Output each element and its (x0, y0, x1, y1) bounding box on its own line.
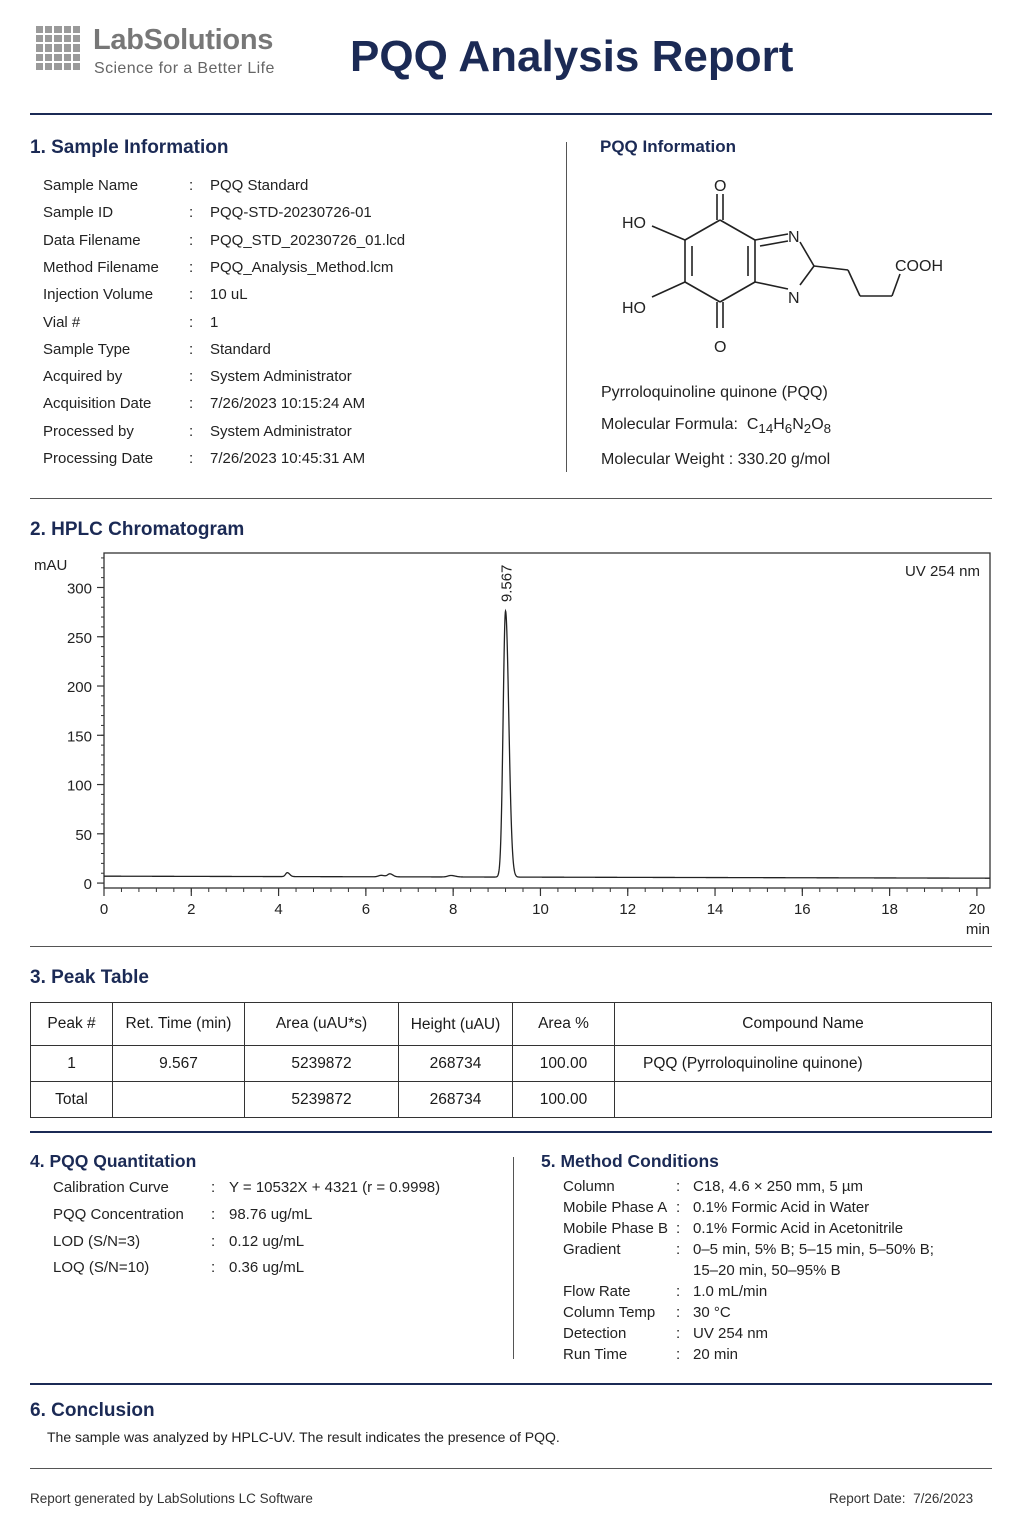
method-heading: 5. Method Conditions (541, 1151, 719, 1171)
cell-area: 5239872 (245, 1046, 399, 1082)
detector-annotation: UV 254 nm (904, 563, 980, 580)
kv-colon: : (676, 1346, 681, 1363)
kv-label: LOQ (S/N=10) (53, 1259, 150, 1277)
section-rule (30, 946, 992, 947)
kv-label: Calibration Curve (53, 1179, 169, 1196)
cell-peak: 1 (31, 1046, 113, 1082)
section-rule (30, 498, 992, 499)
kv-label: Mobile Phase B (563, 1220, 669, 1237)
col-area: Area (uAU*s) (245, 1003, 399, 1046)
footer-generated: Report generated by LabSolutions LC Software (30, 1491, 313, 1506)
section-divider (566, 142, 567, 472)
cell-total-label: Total (31, 1082, 113, 1118)
kv-value: PQQ_STD_20230726_01.lcd (210, 231, 406, 249)
kv-label: Injection Volume (43, 286, 154, 304)
kv-colon: : (676, 1304, 681, 1321)
kv-value: PQQ-STD-20230726-01 (210, 204, 372, 222)
compound-name: Pyrroloquinoline quinone (PQQ) (601, 384, 828, 401)
header-rule (30, 113, 992, 115)
kv-value: System Administrator (210, 368, 352, 386)
report-date-value: 7/26/2023 (913, 1491, 974, 1506)
kv-label: Processing Date (43, 450, 154, 467)
kv-colon: : (189, 368, 194, 386)
kv-value: 98.76 ug/mL (229, 1205, 313, 1223)
cell-ret-time: 9.567 (113, 1046, 245, 1082)
kv-value: 7/26/2023 10:45:31 AM (210, 450, 366, 467)
kv-label: Method Filename (43, 258, 159, 276)
o-top-label: O (714, 178, 727, 195)
kv-value: PQQ Standard (210, 177, 309, 194)
molecular-formula (601, 416, 831, 436)
kv-colon: : (676, 1178, 681, 1195)
x-tick-label: 14 (706, 901, 724, 918)
peak-table (30, 1002, 992, 1118)
x-tick-label: 16 (793, 901, 811, 918)
table-header-row (31, 1003, 992, 1046)
x-tick-label: 2 (187, 901, 196, 918)
col-ret-time: Ret. Time (min) (113, 1003, 245, 1046)
x-tick-label: 8 (448, 901, 458, 918)
y-tick-label: 0 (83, 876, 92, 894)
y-tick-label: 150 (66, 728, 92, 746)
kv-label: Column (563, 1178, 615, 1195)
y-tick-label: 250 (66, 629, 92, 647)
kv-value: 1.0 mL/min (693, 1283, 768, 1300)
kv-label: Sample Name (43, 177, 139, 194)
x-axis-label: min (965, 921, 990, 938)
col-compound: Compound Name (615, 1003, 992, 1046)
kv-label: Processed by (43, 422, 134, 440)
conclusion-text: The sample was analyzed by HPLC-UV. The result indicates the presence of PQQ. (47, 1429, 560, 1445)
kv-colon: : (676, 1325, 681, 1342)
report-date-label: Report Date: (829, 1491, 906, 1506)
x-tick-label: 10 (532, 901, 549, 918)
report-title: PQQ Analysis Report (350, 32, 794, 81)
kv-label: Column Temp (563, 1304, 656, 1321)
kv-label: Flow Rate (563, 1283, 631, 1300)
table-total-row (31, 1082, 992, 1118)
x-tick-label: 4 (274, 901, 283, 918)
kv-label: Sample Type (43, 340, 131, 358)
kv-label: Sample ID (43, 204, 114, 222)
kv-value: 30 °C (693, 1304, 731, 1321)
kv-label: Acquisition Date (43, 395, 152, 413)
cell-compound: PQQ (Pyrroloquinoline quinone) (615, 1046, 992, 1082)
formula-value: $C_{14}H_6N_2O_8$ (746, 416, 832, 437)
y-tick-label: 50 (75, 826, 92, 844)
cell-area: 5239872 (245, 1082, 399, 1118)
kv-colon: : (189, 313, 194, 331)
logo-grid-icon (36, 26, 80, 70)
sample-info-heading: 1. Sample Information (30, 137, 229, 158)
footer-report-date (829, 1491, 973, 1506)
y-axis-label: mAU (34, 557, 68, 574)
cooh-label: COOH (895, 258, 943, 275)
kv-colon: : (189, 422, 194, 440)
quantitation-heading: 4. PQQ Quantitation (30, 1151, 197, 1171)
section-divider (513, 1157, 514, 1359)
logo-name: LabSolutions (93, 24, 274, 56)
hplc-chromatogram-chart (30, 550, 1000, 945)
kv-label: Data Filename (43, 231, 141, 249)
report-header (30, 22, 992, 112)
peak-table-heading: 3. Peak Table (30, 967, 149, 988)
x-tick-label: 12 (619, 901, 637, 918)
kv-label: Vial # (43, 313, 81, 331)
molecular-weight (601, 451, 830, 469)
kv-value: 1 (210, 313, 219, 331)
kv-value: C18, 4.6 × 250 mm, 5 µm (693, 1178, 863, 1195)
n-bottom-label: N (788, 290, 800, 307)
kv-label: Gradient (563, 1241, 621, 1258)
kv-colon: : (189, 395, 194, 413)
kv-colon: : (189, 450, 194, 467)
y-tick-label: 300 (66, 580, 92, 598)
kv-colon: : (189, 340, 194, 358)
kv-colon: : (676, 1199, 681, 1216)
kv-colon: : (211, 1179, 216, 1196)
kv-colon: : (676, 1283, 681, 1300)
kv-value: System Administrator (210, 422, 352, 440)
kv-label: PQQ Concentration (53, 1205, 184, 1223)
kv-value: 0.1% Formic Acid in Water (693, 1199, 870, 1216)
kv-colon: : (189, 177, 194, 194)
col-peak: Peak # (31, 1003, 113, 1046)
kv-colon: : (189, 204, 194, 222)
kv-colon: : (189, 231, 194, 249)
kv-value: 20 min (693, 1346, 739, 1363)
kv-colon: : (189, 258, 194, 276)
chromatogram-trace (104, 611, 990, 878)
kv-colon: : (676, 1220, 681, 1237)
kv-label: Acquired by (43, 368, 123, 386)
section-rule (30, 1383, 992, 1385)
formula-label: Molecular Formula: (601, 416, 738, 433)
col-area-pct: Area % (513, 1003, 615, 1046)
section-rule (30, 1131, 992, 1133)
kv-label: Mobile Phase A (563, 1199, 668, 1216)
ho-top-label: HO (622, 215, 646, 232)
weight-label: Molecular Weight (601, 451, 725, 468)
col-height: Height (uAU) (399, 1003, 513, 1046)
kv-value: PQQ_Analysis_Method.lcm (210, 258, 394, 276)
kv-label: LOD (S/N=3) (53, 1232, 141, 1250)
kv-label: Detection (563, 1325, 627, 1342)
table-row (31, 1046, 992, 1082)
peak-label: 9.567 (498, 564, 516, 603)
n-top-label: N (788, 229, 800, 246)
kv-value: Y = 10532X + 4321 (r = 0.9998) (229, 1179, 441, 1196)
x-tick-label: 18 (881, 901, 898, 918)
pqq-info-heading: PQQ Information (600, 137, 736, 156)
kv-value: 10 uL (210, 286, 248, 304)
kv-value: 0–5 min, 5% B; 5–15 min, 5–50% B; (693, 1241, 934, 1258)
x-tick-label: 20 (968, 901, 986, 918)
cell-compound (615, 1082, 992, 1118)
kv-colon: : (189, 286, 194, 304)
chromatogram-heading: 2. HPLC Chromatogram (30, 519, 245, 540)
pqq-structure-diagram (600, 170, 980, 370)
kv-value: 0.12 ug/mL (229, 1232, 305, 1250)
kv-label: Run Time (563, 1346, 628, 1363)
cell-height: 268734 (399, 1046, 513, 1082)
kv-value: 15–20 min, 50–95% B (693, 1262, 841, 1279)
logo-tagline: Science for a Better Life (94, 60, 275, 77)
ho-bottom-label: HO (622, 300, 646, 317)
cell-ret-time (113, 1082, 245, 1118)
x-tick-label: 6 (361, 901, 371, 918)
footer-rule (30, 1468, 992, 1469)
kv-colon: : (211, 1232, 216, 1250)
cell-area-pct: 100.00 (513, 1082, 615, 1118)
y-tick-label: 200 (66, 679, 92, 697)
weight-value: : 330.20 g/mol (728, 451, 831, 468)
plot-frame (104, 553, 990, 888)
kv-colon: : (676, 1241, 681, 1258)
kv-value: 0.36 ug/mL (229, 1259, 305, 1277)
conclusion-heading: 6. Conclusion (30, 1400, 155, 1421)
kv-value: Standard (210, 340, 271, 358)
kv-colon: : (211, 1259, 216, 1277)
x-tick-label: 0 (99, 901, 109, 918)
kv-value: UV 254 nm (693, 1325, 769, 1342)
cell-height: 268734 (399, 1082, 513, 1118)
y-tick-label: 100 (66, 777, 92, 795)
kv-colon: : (211, 1205, 216, 1223)
o-bottom-label: O (714, 339, 727, 356)
kv-value: 0.1% Formic Acid in Acetonitrile (693, 1220, 904, 1237)
kv-value: 7/26/2023 10:15:24 AM (210, 395, 366, 413)
cell-area-pct: 100.00 (513, 1046, 615, 1082)
